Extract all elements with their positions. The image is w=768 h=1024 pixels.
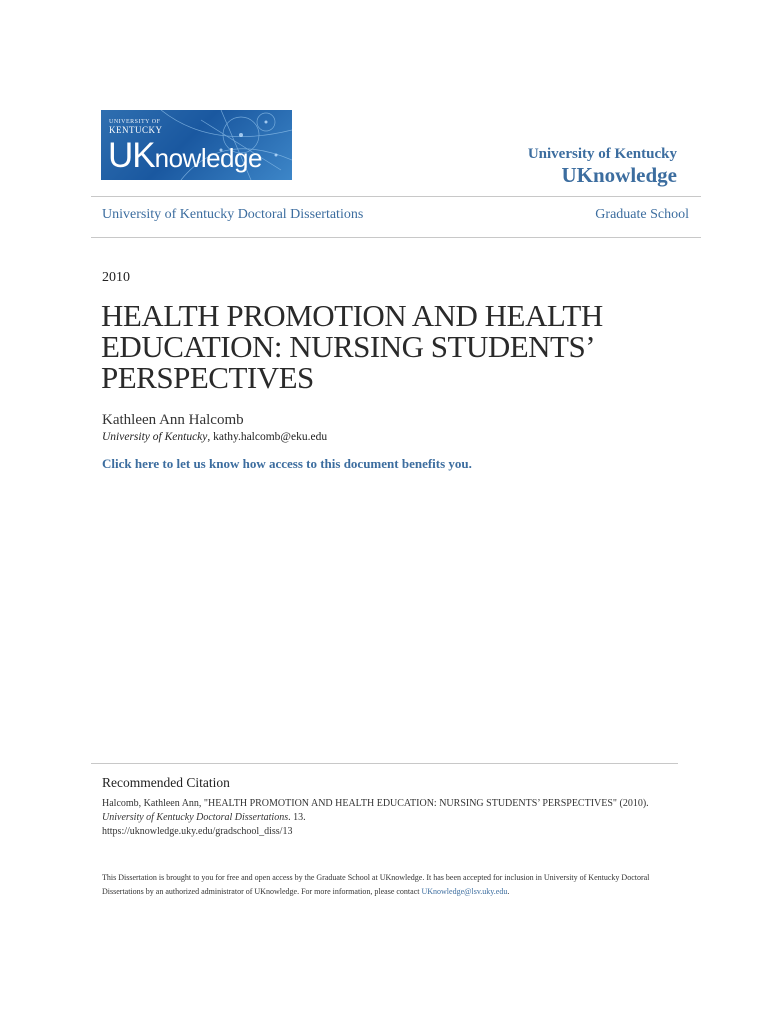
collection-link[interactable]: University of Kentucky Doctoral Dissertations — [102, 207, 364, 222]
logo-kentucky-small: KENTUCKY — [109, 125, 163, 135]
logo-nowledge: nowledge — [154, 143, 262, 173]
author-name: Kathleen Ann Halcomb — [102, 412, 244, 428]
citation-text — [102, 797, 682, 839]
author-affiliation — [102, 431, 327, 443]
affiliation-name: University of Kentucky — [102, 431, 208, 443]
author-email[interactable]: kathy.halcomb@eku.edu — [213, 431, 328, 443]
citation-heading: Recommended Citation — [102, 775, 230, 790]
nav-divider — [91, 237, 701, 238]
notice-end: . — [507, 886, 510, 896]
uknowledge-logo[interactable] — [101, 110, 292, 180]
citation-divider — [91, 763, 678, 764]
citation-url[interactable]: https://uknowledge.uky.edu/gradschool_diss/13 — [102, 826, 293, 837]
header-repository[interactable]: UKnowledge — [561, 163, 677, 187]
notice-text: This Dissertation is brought to you for free and open access by the Graduate School at UKnowledge. It has been accepted for inclusion in University of Kentucky Doctoral Dissertations by an authorized administrator of UKnowledge. For more information, please contact — [102, 873, 650, 896]
school-link[interactable]: Graduate School — [595, 207, 689, 222]
logo-wordmark — [108, 138, 262, 173]
header-university[interactable]: University of Kentucky — [527, 146, 677, 162]
logo-university-small: UNIVERSITY OF — [109, 119, 161, 125]
citation-number: . 13. — [288, 812, 306, 823]
document-title: HEALTH PROMOTION AND HEALTH EDUCATION: NURSING STUDENTS’ PERSPECTIVES — [101, 298, 603, 395]
citation-series: University of Kentucky Doctoral Dissertations — [102, 812, 289, 823]
contact-email-link[interactable]: UKnowledge@lsv.uky.edu — [421, 886, 508, 896]
top-divider — [91, 196, 701, 197]
citation-main: Halcomb, Kathleen Ann, "HEALTH PROMOTION AND HEALTH EDUCATION: NURSING STUDENTS’ PERSPECTIVES" (2010). — [102, 798, 649, 809]
access-notice — [102, 871, 682, 898]
publication-year: 2010 — [102, 270, 130, 285]
logo-uk: UK — [108, 136, 155, 175]
affiliation-separator: , — [207, 431, 214, 443]
header-brand[interactable] — [528, 145, 677, 187]
benefit-feedback-link[interactable]: Click here to let us know how access to this document benefits you. — [102, 456, 472, 471]
